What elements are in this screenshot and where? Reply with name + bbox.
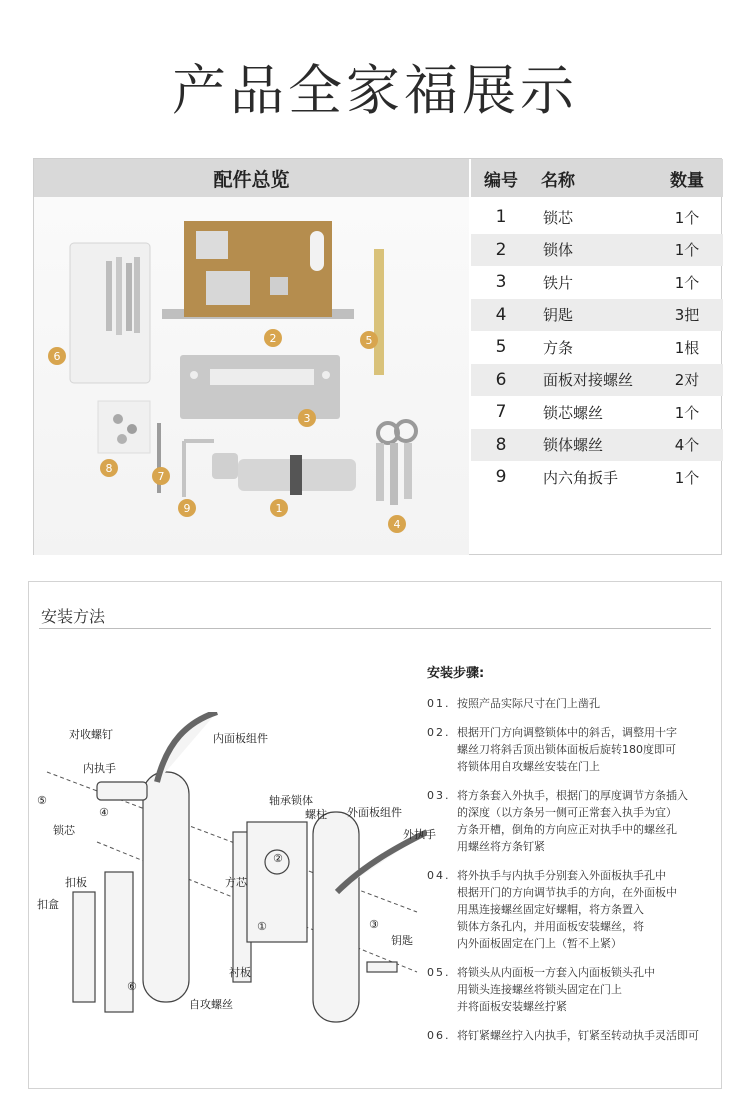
step-line: 锁体方条孔内，并用面板安装螺丝，将 <box>457 920 644 933</box>
step-line: 用黑连接螺丝固定好螺帽，将方条置入 <box>457 903 644 916</box>
label-waimianban: 外面板组件 <box>347 806 402 819</box>
step-number: 01. <box>427 697 451 710</box>
step-line: 将外执手与内执手分别套入外面板执手孔中 <box>457 869 666 882</box>
row-name: 方条 <box>543 338 574 357</box>
row-qty: 1根 <box>674 338 700 357</box>
label-num-2: ② <box>273 852 283 865</box>
step-item <box>427 787 717 855</box>
header-qty: 数量 <box>670 170 704 191</box>
label-num-1: ① <box>257 920 267 933</box>
label-koubang: 扣板 <box>65 876 87 889</box>
parts-photo-illustration <box>34 197 469 555</box>
table-row <box>471 234 723 267</box>
table-row <box>471 331 723 364</box>
step-number: 05. <box>427 966 451 979</box>
photo-badge-9: 9 <box>178 499 196 517</box>
step-item <box>427 964 717 1015</box>
photo-badge-8: 8 <box>100 459 118 477</box>
label-fangxin: 方芯 <box>225 876 247 889</box>
row-qty: 4个 <box>674 436 700 455</box>
label-zigong: 自攻螺丝 <box>189 998 233 1011</box>
label-num-5: ⑤ <box>37 794 47 807</box>
step-number: 06. <box>427 1029 451 1042</box>
step-item <box>427 695 717 712</box>
row-num: 7 <box>495 402 507 423</box>
label-duishou: 对收螺钉 <box>69 728 113 741</box>
photo-badge-5: 5 <box>360 331 378 349</box>
photo-badge-7: 7 <box>152 467 170 485</box>
step-line: 将锁头从内面板一方套入内面板锁头孔中 <box>457 966 655 979</box>
header-name: 名称 <box>541 170 575 191</box>
step-line: 内外面板固定在门上（暂不上紧） <box>457 937 622 950</box>
step-line: 将锁体用自攻螺丝安装在门上 <box>457 760 600 773</box>
photo-badge-2: 2 <box>264 329 282 347</box>
row-qty: 3把 <box>674 306 700 325</box>
step-number: 03. <box>427 789 451 802</box>
label-neimianban: 内面板组件 <box>213 732 268 745</box>
table-row <box>471 461 723 494</box>
step-line: 的深度（以方条另一侧可正常套入执手为宜） <box>457 806 677 819</box>
step-line: 根据开门方向调整锁体中的斜舌，调整用十字 <box>457 726 677 739</box>
label-luozhu: 螺柱 <box>305 808 327 821</box>
step-line: 根据开门的方向调节执手的方向，在外面板中 <box>457 886 677 899</box>
row-name: 钥匙 <box>543 306 574 325</box>
label-num-3: ③ <box>369 918 379 931</box>
row-qty: 1个 <box>674 468 700 487</box>
step-line: 用螺丝将方条钉紧 <box>457 840 545 853</box>
row-qty: 1个 <box>674 208 700 227</box>
row-num: 4 <box>495 304 507 325</box>
row-name: 锁芯 <box>543 208 574 227</box>
label-yaoshi: 钥匙 <box>391 934 413 947</box>
row-qty: 1个 <box>674 273 700 292</box>
label-chenban: 衬板 <box>229 966 251 979</box>
table-row <box>471 429 723 462</box>
table-row <box>471 299 723 332</box>
step-item <box>427 724 717 775</box>
step-line: 将钉紧螺丝拧入内执手，钉紧至转动执手灵活即可 <box>457 1029 699 1042</box>
row-qty: 2对 <box>674 371 700 390</box>
row-name: 锁体螺丝 <box>543 436 604 455</box>
row-num: 9 <box>495 467 507 488</box>
steps-title: 安装步骤: <box>427 666 485 681</box>
row-name: 面板对接螺丝 <box>543 371 634 390</box>
parts-photo <box>34 197 469 555</box>
row-name: 锁芯螺丝 <box>543 403 604 422</box>
install-steps <box>427 662 717 1054</box>
page-title: 产品全家福展示 <box>172 59 578 122</box>
table-row <box>471 266 723 299</box>
install-panel <box>28 581 722 1089</box>
row-name: 锁体 <box>543 241 574 260</box>
row-name: 内六角扳手 <box>543 468 619 487</box>
step-item <box>427 867 717 952</box>
step-line: 螺丝刀将斜舌顶出锁体面板后旋转180度即可 <box>457 743 676 756</box>
photo-badge-3: 3 <box>298 409 316 427</box>
step-line: 方条开槽，倒角的方向应正对执手中的螺丝孔 <box>457 823 677 836</box>
row-num: 8 <box>495 434 507 455</box>
row-num: 6 <box>495 369 507 390</box>
row-name: 铁片 <box>543 273 574 292</box>
step-line: 将方条套入外执手，根据门的厚度调节方条插入 <box>457 789 688 802</box>
row-qty: 1个 <box>674 241 700 260</box>
row-qty: 1个 <box>674 403 700 422</box>
step-line: 并将面板安装螺丝拧紧 <box>457 1000 567 1013</box>
overview-header: 配件总览 <box>34 159 469 197</box>
table-row <box>471 201 723 234</box>
table-row <box>471 396 723 429</box>
label-suoxin: 锁芯 <box>53 824 75 837</box>
parts-table <box>471 201 723 494</box>
label-kouhe: 扣盒 <box>37 898 59 911</box>
step-line: 按照产品实际尺寸在门上凿孔 <box>457 697 600 710</box>
table-row <box>471 364 723 397</box>
divider <box>39 628 711 629</box>
photo-badge-1: 1 <box>270 499 288 517</box>
parts-overview-panel <box>33 158 722 555</box>
label-num-4: ④ <box>99 806 109 819</box>
label-waizhishou: 外执手 <box>403 828 436 841</box>
row-num: 3 <box>495 272 507 293</box>
row-num: 2 <box>495 239 507 260</box>
label-num-6: ⑥ <box>127 980 137 993</box>
install-title: 安装方法 <box>41 607 106 626</box>
step-item <box>427 1027 717 1042</box>
step-line: 用锁头连接螺丝将锁头固定在门上 <box>457 983 622 996</box>
header-num: 编号 <box>484 170 518 191</box>
label-zhouchengsuoti: 轴承锁体 <box>269 794 313 807</box>
step-number: 04. <box>427 869 451 882</box>
row-num: 5 <box>495 337 507 358</box>
photo-badge-6: 6 <box>48 347 66 365</box>
parts-table-header <box>471 159 723 197</box>
step-number: 02. <box>427 726 451 739</box>
photo-badge-4: 4 <box>388 515 406 533</box>
row-num: 1 <box>495 207 507 228</box>
label-neizhishou: 内执手 <box>83 762 116 775</box>
